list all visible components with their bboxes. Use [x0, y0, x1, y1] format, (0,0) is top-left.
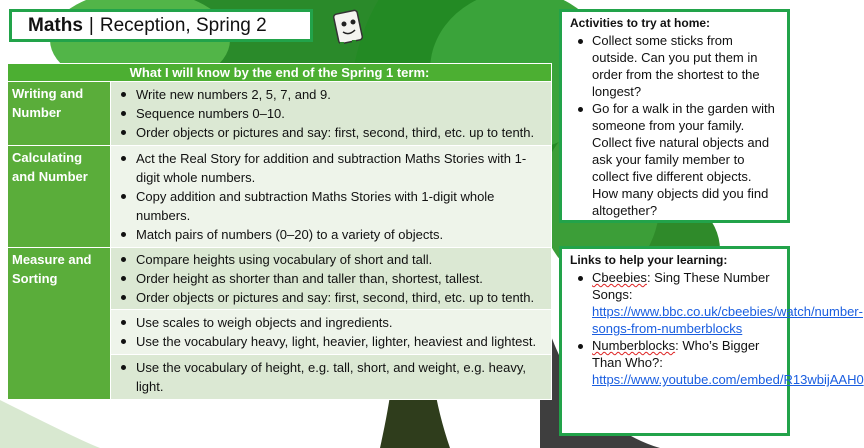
class-term: Reception, Spring 2 [99, 14, 267, 36]
title-separator: | [88, 14, 94, 36]
category-measure-sorting: Measure and Sorting [8, 248, 111, 400]
page-title [9, 9, 313, 42]
objectives-cell [111, 355, 552, 400]
objective: Match pairs of numbers (0–20) to a variety of objects. [136, 225, 544, 244]
link-item [592, 337, 864, 388]
category-calculating-number: Calculating and Number [8, 146, 111, 248]
objective: Compare heights using vocabulary of short and tall. [136, 250, 544, 269]
links-box [559, 246, 864, 436]
activities-heading: Activities to try at home: [570, 16, 711, 30]
objective: Order height as shorter than and taller than, shortest, tallest. [136, 269, 544, 288]
activity-item: Collect some sticks from outside. Can you put them in order from the shortest to the longest? [592, 32, 781, 100]
youtube-link[interactable]: https://www.youtube.com/embed/R13wbijAAH0 [592, 372, 864, 387]
objective: Order objects or pictures and say: first, second, third, etc. up to tenth. [136, 288, 544, 307]
objective: Order objects or pictures and say: first, second, third, etc. up to tenth. [136, 123, 544, 142]
objective: Use the vocabulary of height, e.g. tall, short, and weight, e.g. heavy, light. [136, 358, 544, 396]
objective: Copy addition and subtraction Maths Stories with 1-digit whole numbers. [136, 187, 544, 225]
links-heading: Links to help your learning: [570, 253, 728, 267]
subject-title: Maths [28, 14, 83, 36]
table-heading: What I will know by the end of the Spring 1 term: [8, 64, 552, 82]
link-source: Numberblocks [592, 338, 676, 353]
objective: Use scales to weigh objects and ingredients. [136, 313, 544, 332]
objective: Write new numbers 2, 5, 7, and 9. [136, 85, 544, 104]
objective: Use the vocabulary heavy, light, heavier, lighter, heaviest and lightest. [136, 332, 544, 351]
objectives-cell [111, 310, 552, 355]
table-row [8, 248, 552, 310]
objective: Sequence numbers 0–10. [136, 104, 544, 123]
link-source: Cbeebies [592, 270, 647, 285]
link-label: : Who’s Bigger Than Who?: [592, 338, 760, 370]
mascot-icon [326, 4, 372, 56]
activity-item: Go for a walk in the garden with someone from your family. Collect five natural objects and ask your family member to collect five different objects. How many objects did you find altogether? [592, 100, 781, 219]
activities-box [559, 9, 790, 223]
table-row [8, 82, 552, 146]
category-writing-number: Writing and Number [8, 82, 111, 146]
objectives-cell [111, 248, 552, 310]
objectives-cell [111, 146, 552, 248]
cbeebies-link[interactable]: https://www.bbc.co.uk/cbeebies/watch/number-songs-from-numberblocks [592, 304, 863, 336]
link-item [592, 269, 863, 337]
objectives-cell [111, 82, 552, 146]
table-row [8, 146, 552, 248]
objective: Act the Real Story for addition and subtraction Maths Stories with 1-digit whole numbers. [136, 149, 544, 187]
learning-table [7, 63, 552, 400]
link-label: : Sing These Number Songs: [592, 270, 770, 302]
